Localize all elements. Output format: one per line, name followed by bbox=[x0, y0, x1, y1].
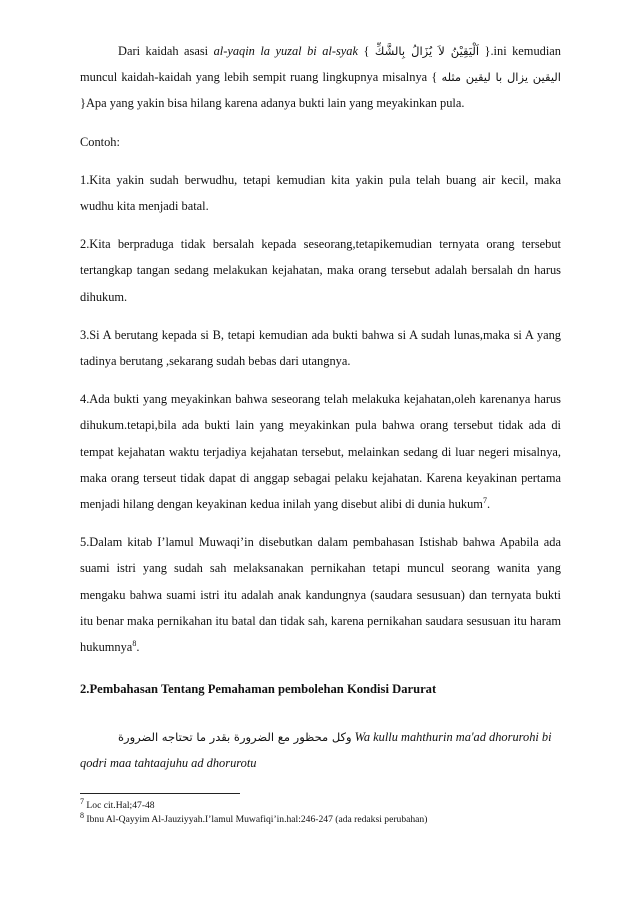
footnote-divider bbox=[80, 793, 240, 794]
example-5: 5.Dalam kitab I’lamul Muwaqi’in disebutkan dalam pembahasan Istishab bahwa Apabila ada suami istri yang sudah sah melaksanakan pernikahan tetapi muncul seorang wanita yang mengaku bahwa suami istri itu adalah anak kandungnya (saudara sesusuan) dan ternyata bukti itu benar maka pernikahan itu batal dan tidak sah, karena pernikahan saudara sesusuan itu haram hukumnya$^8$. bbox=[80, 535, 561, 655]
arabic-kaidah-2: اليقين يزال با ليقين مثله bbox=[441, 70, 561, 85]
section-heading: 2.Pembahasan Tentang Pemahaman pembolehan Kondisi Darurat bbox=[80, 682, 437, 696]
kaidah-latin: Wa kullu mahthurin ma'ad dhorurohi bi qodri maa tahtaajuhu ad dhorurotu bbox=[80, 730, 552, 770]
footnote-7-num: 7 bbox=[80, 796, 84, 806]
intro-mid: }.ini kemudian muncul kaidah-kaidah yang lebih sempit ruang lingkupnya misalnya { bbox=[80, 44, 561, 85]
intro-lead: Dari kaidah asasi bbox=[118, 44, 214, 58]
footnote-7 bbox=[80, 796, 155, 812]
intro-tail: }Apa yang yakin bisa hilang karena adanya bukti lain yang meyakinkan pula. bbox=[80, 96, 465, 111]
example-4: 4.Ada bukti yang meyakinkan bahwa seseorang telah melakuka kejahatan,oleh karenanya harus dihukum.tetapi,bila ada bukti lain yang meyakinkan pula bahwa orang tersebut tidak ada di tempat kejahatan waktu terjadiya kejahatan tersebut, melainkan sedang di luar negeri misalnya, maka orang terseut tidak dapat di anggap sebagai pelaku kejahatan. Karena keyakinan pertama menjadi hilang dengan keyakinan kedua inilah yang disebut alibi di dunia hukum$^7$. bbox=[80, 392, 561, 512]
intro-brace-open: { bbox=[357, 44, 375, 58]
example-2: 2.Kita berpraduga tidak bersalah kepada seseorang,tetapikemudian ternyata orang tersebut tertangkap tangan sedang melakukan kejahatan, maka orang tersebut adalah bersalah dn harus dihukum. bbox=[80, 237, 561, 304]
footnote-8-text: Ibnu Al-Qayyim Al-Jauziyyah.I’lamul Muwafiqi’in.hal:246-247 (ada redaksi perubahan) bbox=[86, 814, 428, 825]
footnote-ref-8: 8 bbox=[132, 638, 137, 648]
footnote-ref-7: 7 bbox=[482, 495, 487, 505]
intro-term: al-yaqin la yuzal bi al-syak bbox=[213, 44, 358, 58]
example-4-text: 4.Ada bukti yang meyakinkan bahwa seseorang telah melakuka kejahatan,oleh karenanya harus dihukum.tetapi,bila ada bukti lain yang meyakinkan pula bahwa orang tersebut tidak ada di tempat kejahatan waktu terjadiya kejahatan tersebut, melainkan sedang di luar negeri misalnya, maka orang terseut tidak dapat di anggap sebagai pelaku kejahatan. Karena keyakinan pertama menjadi hilang dengan keyakinan kedua inilah yang disebut alibi di dunia hukum bbox=[80, 392, 561, 512]
kaidah-paragraph bbox=[80, 724, 561, 776]
body-text bbox=[80, 38, 561, 660]
contoh-label: Contoh: bbox=[80, 134, 120, 149]
example-3: 3.Si A berutang kepada si B, tetapi kemudian ada bukti bahwa si A sudah lunas,maka si A yang tadinya berutang ,sekarang sudah bebas dari utangnya. bbox=[80, 327, 561, 369]
footnote-8-num: 8 bbox=[80, 810, 84, 820]
intro-paragraph bbox=[80, 38, 561, 117]
footnote-7-text: Loc cit.Hal;47-48 bbox=[86, 800, 155, 811]
example-1: 1.Kita yakin sudah berwudhu, tetapi kemudian kita yakin pula telah buang air kecil, maka wudhu kita menjadi batal. bbox=[80, 172, 561, 214]
arabic-kaidah-darurat: وكل محظور مع الضرورة بقدر ما تحتاجه الضرورة bbox=[118, 730, 352, 744]
arabic-kaidah-1: اَلْيَقِيْنُ لاَ يُزَالُ بِالشَّكِّ bbox=[374, 44, 480, 58]
footnote-8 bbox=[80, 810, 428, 826]
example-5-text: 5.Dalam kitab I’lamul Muwaqi’in disebutkan dalam pembahasan Istishab bahwa Apabila ada suami istri yang sudah sah melaksanakan pernikahan tetapi muncul seorang wanita yang mengaku bahwa suami istri itu adalah anak kandungnya (saudara sesusuan) dan ternyata bukti itu benar maka pernikahan itu batal dan tidak sah, karena pernikahan saudara sesusuan itu haram hukumnya bbox=[80, 535, 561, 655]
